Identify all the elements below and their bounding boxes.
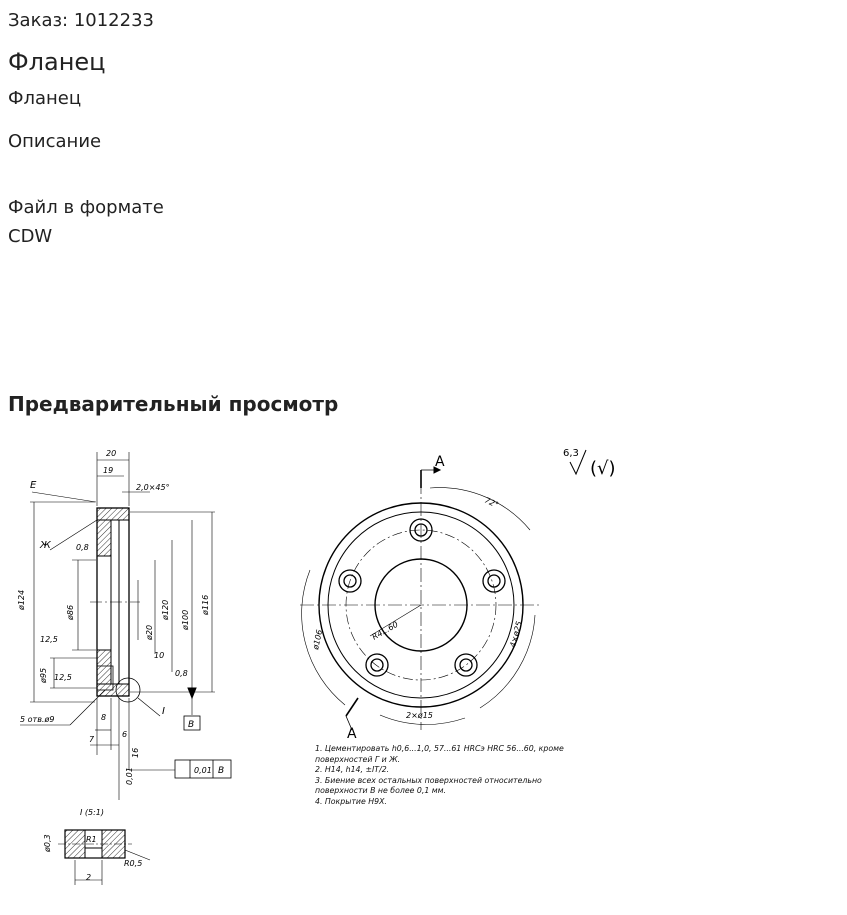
roughness-value: 6,3 <box>563 448 579 459</box>
dim-center-label: R4...60 <box>370 619 400 642</box>
dim-bottom1: 8 <box>101 713 107 722</box>
section-a-bottom: A <box>347 726 357 742</box>
dim-dia4: ø100 <box>181 609 190 630</box>
technical-drawing-preview <box>10 440 630 900</box>
label-e: Е <box>30 480 37 491</box>
note-line: 3. Биение всех остальных поверхностей относительно <box>315 775 542 785</box>
note-line: 2. H14, h14, ±IT/2. <box>315 765 390 774</box>
dim-holes-bottom: 2×ø15 <box>406 711 433 720</box>
dim-bottom3: 7 <box>89 735 95 744</box>
svg-text:(√): (√) <box>590 458 616 479</box>
order-number: Заказ: 1012233 <box>8 10 154 31</box>
product-title: Фланец <box>8 48 106 76</box>
label-12-5-b: 12,5 <box>54 673 72 682</box>
note-line: 4. Покрытие Н9Х. <box>315 796 387 806</box>
dim-holes-right: 4×ø25 <box>508 620 524 649</box>
dim-inner-dia: ø86 <box>66 604 75 620</box>
dim-bolt-circle-left: ø106 <box>311 628 325 651</box>
dim-chamfer: 2,0×45° <box>136 483 170 492</box>
dim-left-dia: ø124 <box>17 589 26 610</box>
dim-dia5: ø116 <box>201 594 210 615</box>
label-i: I <box>162 706 165 717</box>
label-10: 10 <box>154 651 165 660</box>
label-12-5: 12,5 <box>40 635 58 644</box>
dim-holes: 5 отв.ø9 <box>20 715 55 724</box>
detail-dim4: 2 <box>86 873 92 882</box>
file-format-label: Файл в формате CDW <box>8 197 164 247</box>
tol-ref: В <box>218 766 225 776</box>
description-label: Описание <box>8 131 102 152</box>
detail-dim3: R0,5 <box>124 859 143 868</box>
dim-bottom2: 6 <box>122 730 128 739</box>
dim-bolt-dia: ø95 <box>39 667 48 683</box>
section-a-top: A <box>435 454 445 470</box>
label-0-8: 0,8 <box>76 543 89 552</box>
note-line: 1. Цементировать h0,6...1,0, 57...61 HRCэ HRC 56...60, кроме <box>315 744 564 753</box>
label-zh: Ж <box>40 540 51 551</box>
dim-dia3: ø120 <box>161 599 170 620</box>
label-b-base: В <box>188 720 195 730</box>
dim-angle: 72° <box>483 495 500 510</box>
label-0-8-b: 0,8 <box>175 669 188 678</box>
dim-bottom4: 16 <box>131 747 140 758</box>
note-line: поверхности В не более 0,1 мм. <box>315 786 447 795</box>
dim-top-width: 20 <box>106 449 117 458</box>
dim-top-width2: 19 <box>103 466 114 475</box>
flange-drawing <box>10 440 630 900</box>
dim-tol: 0,01 <box>125 767 134 785</box>
detail-label: I (5:1) <box>80 808 105 817</box>
dim-dia2: ø20 <box>145 624 154 640</box>
technical-notes <box>315 744 600 807</box>
note-line: поверхностей Г и Ж. <box>315 754 401 764</box>
tol-value: 0,01 <box>194 766 212 775</box>
detail-dim2: R1 <box>86 835 97 844</box>
product-subtitle: Фланец <box>8 88 82 109</box>
preview-heading: Предварительный просмотр <box>8 392 339 416</box>
detail-dim1: ø0,3 <box>43 834 52 852</box>
